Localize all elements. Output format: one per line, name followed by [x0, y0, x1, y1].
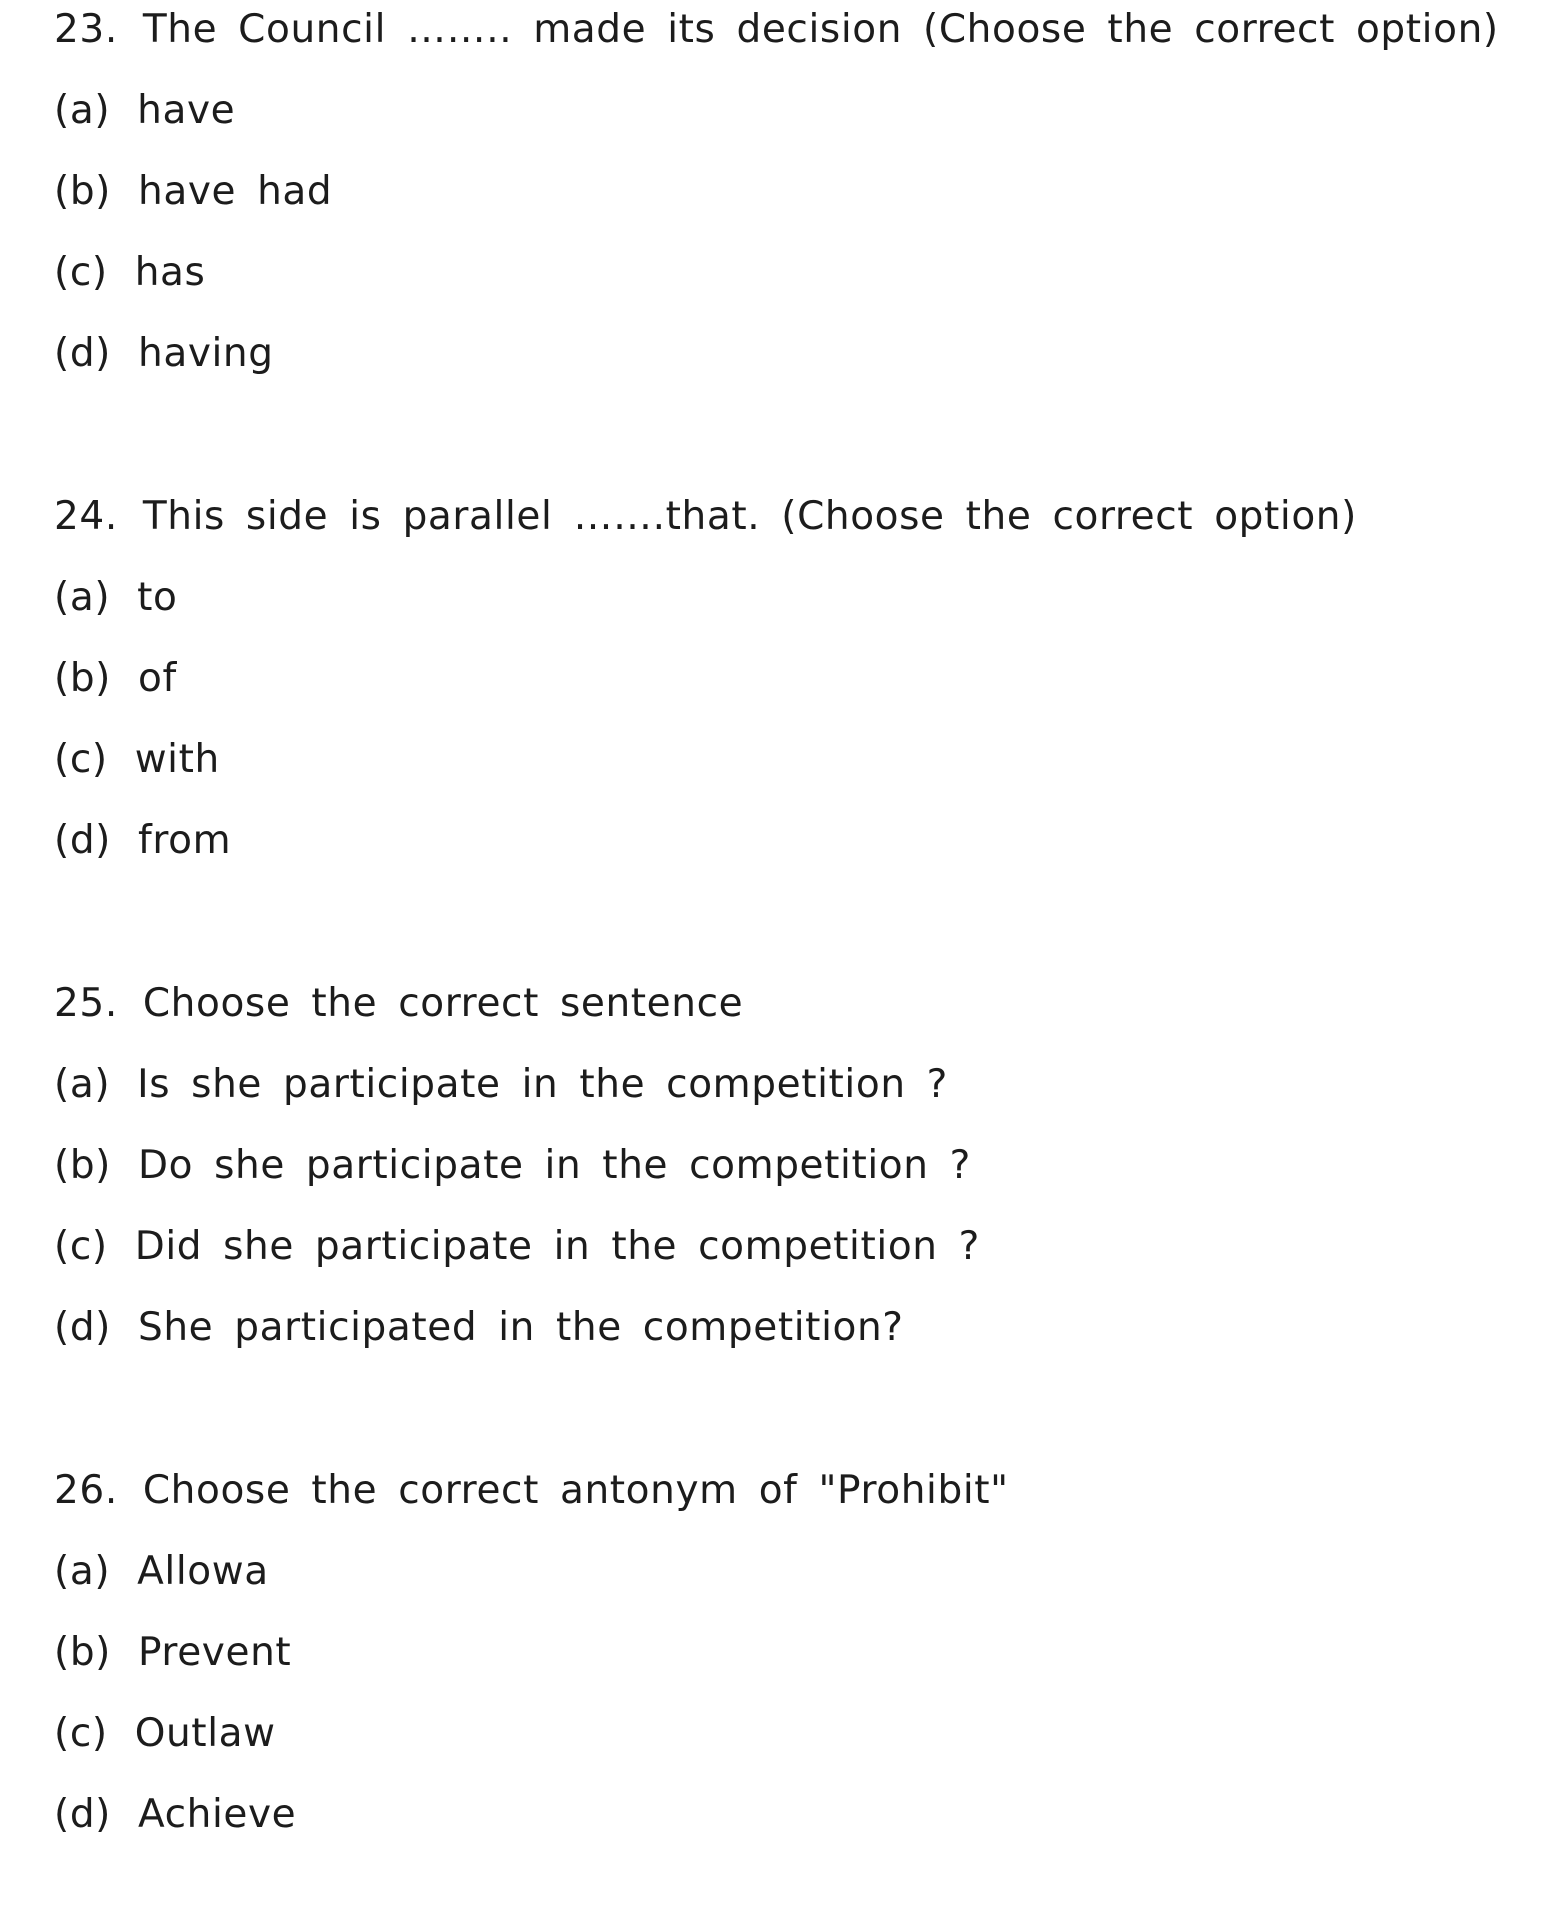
question-text: Choose the correct sentence	[142, 981, 744, 1026]
option-b	[54, 655, 177, 703]
option-letter: (c)	[54, 1224, 108, 1269]
option-d	[54, 1304, 904, 1352]
question-number: 25.	[54, 981, 118, 1026]
option-a	[54, 87, 235, 135]
question-text: This side is parallel …….that. (Choose the correct option)	[142, 494, 1357, 539]
question-number: 26.	[54, 1468, 118, 1513]
option-text: from	[138, 818, 232, 863]
option-letter: (a)	[54, 1549, 111, 1594]
question-number: 23.	[54, 7, 118, 52]
option-letter: (b)	[54, 656, 111, 701]
option-c	[54, 1223, 980, 1271]
question-stem	[54, 1467, 1009, 1515]
option-letter: (b)	[54, 1630, 111, 1675]
option-d	[54, 1791, 296, 1839]
option-text: Allowa	[137, 1549, 269, 1594]
option-b	[54, 1629, 291, 1677]
question-text: Choose the correct antonym of "Prohibit"	[142, 1468, 1009, 1513]
option-letter: (a)	[54, 88, 111, 133]
option-text: Do she participate in the competition ?	[138, 1143, 971, 1188]
option-text: with	[134, 737, 220, 782]
option-text: have	[137, 88, 236, 133]
option-c	[54, 736, 220, 784]
option-a	[54, 1061, 948, 1109]
option-text: Achieve	[138, 1792, 297, 1837]
option-text: Is she participate in the competition ?	[137, 1062, 948, 1107]
option-b	[54, 168, 332, 216]
option-text: Did she participate in the competition ?	[134, 1224, 980, 1269]
option-text: to	[137, 575, 178, 620]
option-letter: (d)	[54, 1305, 111, 1350]
question-stem	[54, 980, 743, 1028]
option-letter: (c)	[54, 737, 108, 782]
option-letter: (b)	[54, 169, 111, 214]
option-d	[54, 330, 274, 378]
option-letter: (a)	[54, 1062, 111, 1107]
option-text: have had	[138, 169, 333, 214]
option-text: of	[138, 656, 177, 701]
option-letter: (d)	[54, 331, 111, 376]
option-a	[54, 1548, 269, 1596]
option-a	[54, 574, 178, 622]
question-stem	[54, 493, 1357, 541]
option-c	[54, 1710, 276, 1758]
option-text: Prevent	[138, 1630, 292, 1675]
option-letter: (d)	[54, 818, 111, 863]
option-letter: (c)	[54, 250, 108, 295]
option-text: having	[138, 331, 274, 376]
question-stem	[54, 6, 1499, 54]
question-number: 24.	[54, 494, 118, 539]
option-text: She participated in the competition?	[138, 1305, 904, 1350]
option-c	[54, 249, 205, 297]
option-b	[54, 1142, 971, 1190]
option-text: Outlaw	[134, 1711, 276, 1756]
option-letter: (c)	[54, 1711, 108, 1756]
option-text: has	[134, 250, 206, 295]
question-text: The Council …….. made its decision (Choose the correct option)	[142, 7, 1499, 52]
option-d	[54, 817, 231, 865]
option-letter: (b)	[54, 1143, 111, 1188]
option-letter: (d)	[54, 1792, 111, 1837]
option-letter: (a)	[54, 575, 111, 620]
